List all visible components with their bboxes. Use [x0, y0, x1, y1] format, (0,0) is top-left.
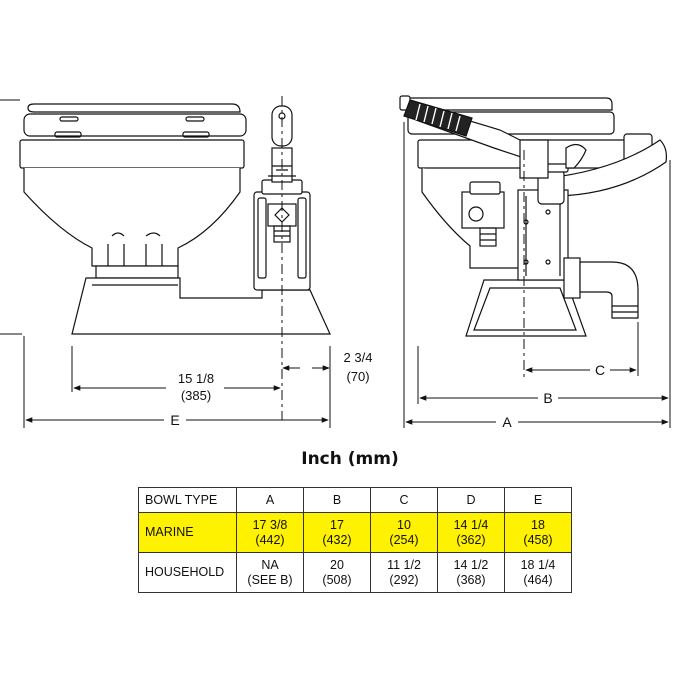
header-col-5: E	[505, 488, 572, 513]
table-cell	[237, 553, 304, 593]
cell-inches: 10	[397, 517, 411, 532]
header-bowl-type: BOWL TYPE	[139, 488, 237, 513]
seat-ring	[24, 114, 246, 136]
bowl-rim	[20, 140, 244, 168]
cell-inches: 17 3/8	[252, 517, 288, 532]
cell-inches: 17	[330, 517, 344, 532]
table-row	[139, 513, 572, 553]
dim-c-label: C	[594, 362, 606, 378]
cell-mm: (368)	[456, 572, 486, 587]
table-header-row	[139, 488, 572, 513]
dim-e-label: E	[170, 412, 180, 428]
header-col-4: D	[438, 488, 505, 513]
cell-mm: (464)	[523, 572, 553, 587]
cell-inches: NA	[261, 557, 279, 572]
header-col-3: C	[371, 488, 438, 513]
table-cell	[505, 553, 572, 593]
cell-mm: (292)	[389, 572, 419, 587]
cell-inches: 14 1/4	[453, 517, 489, 532]
side-view	[400, 96, 670, 430]
cell-mm: (362)	[456, 532, 486, 547]
header-col-1: A	[237, 488, 304, 513]
cell-inches: 11 1/2	[387, 557, 421, 572]
front-view	[0, 96, 372, 428]
units-caption: Inch (mm)	[301, 449, 399, 469]
header-col-2: B	[304, 488, 371, 513]
cell-mm: (432)	[322, 532, 352, 547]
table-cell	[438, 553, 505, 593]
bowl-body	[24, 168, 240, 266]
dim-a-label: A	[502, 414, 512, 430]
table-cell	[371, 553, 438, 593]
cell-inches: 18 1/4	[520, 557, 556, 572]
outlet-flange	[564, 258, 580, 298]
table-row	[139, 553, 572, 593]
row-label: MARINE	[139, 513, 237, 553]
cell-inches: 20	[330, 557, 344, 572]
cell-inches: 18	[531, 517, 545, 532]
cell-mm: (458)	[523, 532, 553, 547]
cell-mm: (254)	[389, 532, 419, 547]
row-label: HOUSEHOLD	[139, 553, 237, 593]
dim-width-mm: (385)	[180, 388, 212, 403]
table-cell	[304, 513, 371, 553]
table-cell	[505, 513, 572, 553]
dim-offset-value: 2 3/4	[343, 350, 373, 365]
dim-width-value: 15 1/8	[177, 371, 215, 386]
table-cell	[438, 513, 505, 553]
table-cell	[371, 513, 438, 553]
side-valve-cap	[470, 182, 500, 194]
table-cell	[304, 553, 371, 593]
cell-mm: (442)	[255, 532, 285, 547]
seat-lid	[28, 104, 240, 112]
cell-inches: 14 1/2	[453, 557, 489, 572]
table-cell	[237, 513, 304, 553]
dim-b-label: B	[543, 390, 553, 406]
dim-offset-mm: (70)	[346, 369, 370, 384]
side-valve-body	[462, 192, 504, 228]
bowl-neck	[96, 266, 178, 278]
outlet-elbow	[580, 262, 638, 318]
cell-mm: (SEE B)	[247, 572, 293, 587]
cell-mm: (508)	[322, 572, 352, 587]
dimension-table	[138, 487, 572, 593]
